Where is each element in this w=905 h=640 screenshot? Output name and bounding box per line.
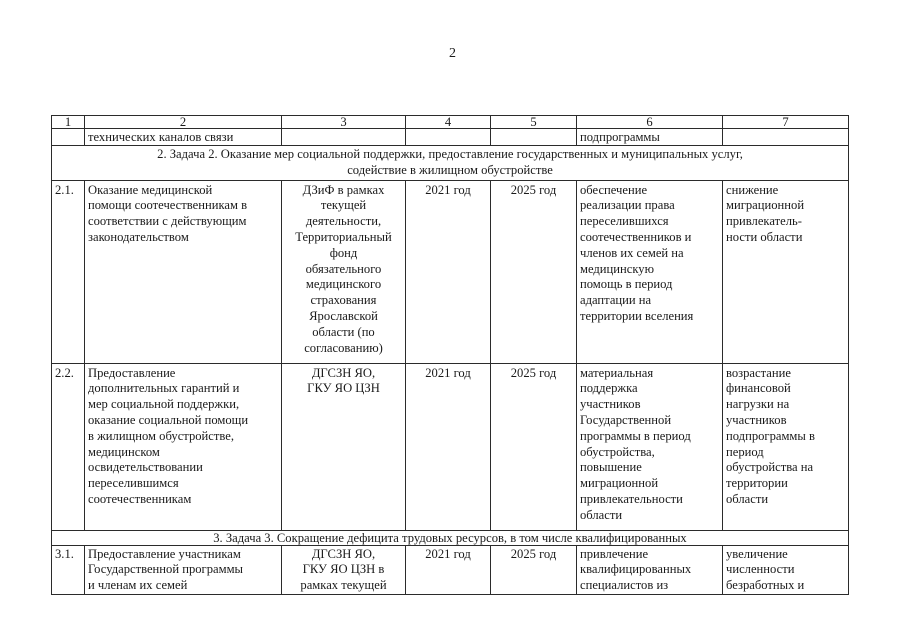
executor-cell: ДГСЗН ЯО, ГКУ ЯО ЦЗН — [282, 363, 406, 530]
activity-cell: Предоставление участникам Государственной программы и членам их семей — [85, 545, 282, 594]
result-cell: привлечение квалифицированных специалистов из — [577, 545, 723, 594]
header-col-3: 3 — [282, 116, 406, 129]
continuation-row — [52, 129, 849, 146]
cont-start-cell — [406, 129, 491, 146]
activity-cell: Оказание медицинской помощи соотечественникам в соответствии с действующим законодательством — [85, 180, 282, 363]
end-year-cell: 2025 год — [491, 180, 577, 363]
end-year-cell: 2025 год — [491, 545, 577, 594]
cont-consequence-cell — [723, 129, 849, 146]
header-col-2: 2 — [85, 116, 282, 129]
consequence-cell: снижение миграционной привлекатель- ности области — [723, 180, 849, 363]
result-cell: материальная поддержка участников Государственной программы в период обустройства, повышение миграционной привлекательности области — [577, 363, 723, 530]
cont-num-cell — [52, 129, 85, 146]
cont-result-cell: подпрограммы — [577, 129, 723, 146]
cont-executor-cell — [282, 129, 406, 146]
table-row-3-1 — [52, 545, 849, 594]
header-col-7: 7 — [723, 116, 849, 129]
header-col-6: 6 — [577, 116, 723, 129]
section-2-row — [52, 146, 849, 181]
end-year-cell: 2025 год — [491, 363, 577, 530]
consequence-cell: возрастание финансовой нагрузки на участников подпрограммы в период обустройства на территории области — [723, 363, 849, 530]
table-row-2-2 — [52, 363, 849, 530]
page-number: 2 — [449, 46, 456, 61]
cont-end-cell — [491, 129, 577, 146]
executor-cell: ДГСЗН ЯО, ГКУ ЯО ЦЗН в рамках текущей — [282, 545, 406, 594]
section-3-title: 3. Задача 3. Сокращение дефицита трудовых ресурсов, в том числе квалифицированных — [52, 530, 849, 545]
section-3-row — [52, 530, 849, 545]
row-number: 2.1. — [52, 180, 85, 363]
executor-cell: ДЗиФ в рамках текущей деятельности, Территориальный фонд обязательного медицинского страхования Ярославской области (по согласованию) — [282, 180, 406, 363]
result-cell: обеспечение реализации права переселившихся соотечественников и членов их семей на медицинскую помощь в период адаптации на территории вселения — [577, 180, 723, 363]
header-row — [52, 116, 849, 129]
start-year-cell: 2021 год — [406, 180, 491, 363]
start-year-cell: 2021 год — [406, 363, 491, 530]
header-col-5: 5 — [491, 116, 577, 129]
measures-table — [51, 115, 849, 595]
row-number: 2.2. — [52, 363, 85, 530]
table-row-2-1 — [52, 180, 849, 363]
activity-cell: Предоставление дополнительных гарантий и мер социальной поддержки, оказание социальной помощи в жилищном обустройстве, медицинском освидетельствовании переселившимся соотечественникам — [85, 363, 282, 530]
consequence-cell: увеличение численности безработных и — [723, 545, 849, 594]
cont-activity-cell: технических каналов связи — [85, 129, 282, 146]
start-year-cell: 2021 год — [406, 545, 491, 594]
row-number: 3.1. — [52, 545, 85, 594]
header-col-1: 1 — [52, 116, 85, 129]
section-2-title: 2. Задача 2. Оказание мер социальной поддержки, предоставление государственных и муниципальных услуг, содействие в жилищном обустройстве — [52, 146, 849, 181]
header-col-4: 4 — [406, 116, 491, 129]
